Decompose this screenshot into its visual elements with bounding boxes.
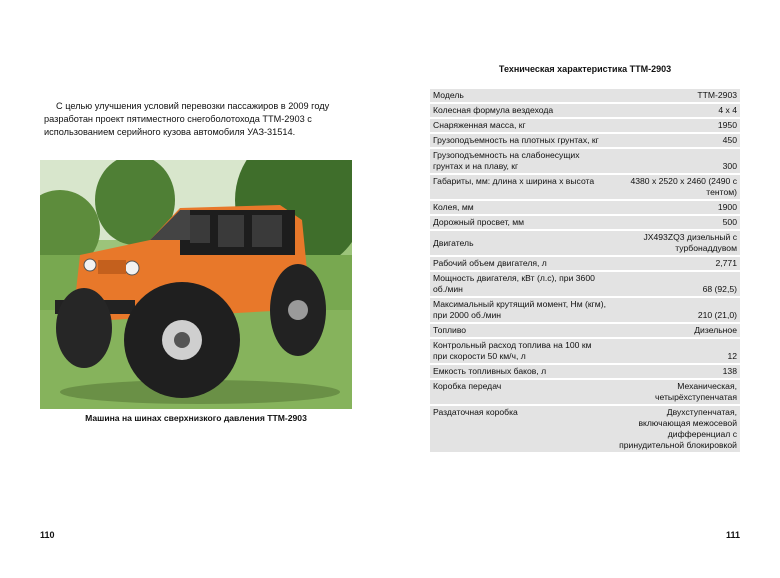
page-number-right: 111 (725, 530, 740, 540)
row-value: 300 (611, 149, 740, 173)
row-label: Снаряженная масса, кг (430, 119, 611, 132)
row-label: Мощность двигателя, кВт (л.с), при 3600 об./мин (430, 272, 611, 296)
row-value: 138 (611, 365, 740, 378)
row-value: 4380 x 2520 x 2460 (2490 с тентом) (611, 175, 740, 199)
row-label: Раздаточная коробка (430, 406, 611, 452)
row-label: Контрольный расход топлива на 100 км при скорости 50 км/ч, л (430, 339, 611, 363)
table-row (430, 339, 740, 363)
photo-caption: Машина на шинах сверхнизкого давления ТТМ-2903 (85, 413, 307, 423)
table-row (430, 201, 740, 214)
row-value: 1900 (611, 201, 740, 214)
row-label: Двигатель (430, 231, 611, 255)
row-value: 2,771 (611, 257, 740, 270)
table-row (430, 89, 740, 102)
table-row (430, 134, 740, 147)
table-row (430, 257, 740, 270)
table-row (430, 231, 740, 255)
intro-paragraph: С целью улучшения условий перевозки пассажиров в 2009 году разработан проект пятиместного снегоболотохода ТТМ-2903 с использованием серийного кузова автомобиля УАЗ-31514. (44, 101, 330, 137)
table-row (430, 380, 740, 404)
table-row (430, 175, 740, 199)
row-label: Колесная формула вездехода (430, 104, 611, 117)
row-value: 1950 (611, 119, 740, 132)
table-row (430, 216, 740, 229)
right-page (390, 0, 780, 578)
row-value: 500 (611, 216, 740, 229)
table-row (430, 272, 740, 296)
row-label: Максимальный крутящий момент, Нм (кгм), при 2000 об./мин (430, 298, 611, 322)
table-row (430, 119, 740, 132)
table-row (430, 324, 740, 337)
row-label: Габариты, мм: длина x ширина x высота (430, 175, 611, 199)
table-row (430, 104, 740, 117)
row-value: Механическая, четырёхступенчатая (611, 380, 740, 404)
row-value: ТТМ-2903 (611, 89, 740, 102)
row-label: Модель (430, 89, 611, 102)
row-label: Грузоподъемность на плотных грунтах, кг (430, 134, 611, 147)
row-value: 210 (21,0) (611, 298, 740, 322)
row-value: 12 (611, 339, 740, 363)
table-row (430, 406, 740, 452)
row-label: Грузоподъемность на слабонесущих грунтах и на плаву, кг (430, 149, 611, 173)
table-row (430, 149, 740, 173)
row-label: Колея, мм (430, 201, 611, 214)
page-number-left: 110 (40, 530, 55, 540)
table-row (430, 298, 740, 322)
row-label: Рабочий объем двигателя, л (430, 257, 611, 270)
table-title: Техническая характеристика ТТМ-2903 (498, 64, 672, 74)
row-label: Емкость топливных баков, л (430, 365, 611, 378)
row-label: Топливо (430, 324, 611, 337)
table-row (430, 365, 740, 378)
row-value: 68 (92,5) (611, 272, 740, 296)
row-label: Коробка передач (430, 380, 611, 404)
spec-table (430, 87, 740, 454)
vehicle-illustration (40, 160, 352, 409)
vehicle-photo (40, 160, 352, 409)
row-value: Двухступенчатая, включающая межосевой дифференциал с принудительной блокировкой (611, 406, 740, 452)
row-value: 4 x 4 (611, 104, 740, 117)
row-value: 450 (611, 134, 740, 147)
row-value: Дизельное (611, 324, 740, 337)
row-label: Дорожный просвет, мм (430, 216, 611, 229)
row-value: JX493ZQ3 дизельный с турбонаддувом (611, 231, 740, 255)
